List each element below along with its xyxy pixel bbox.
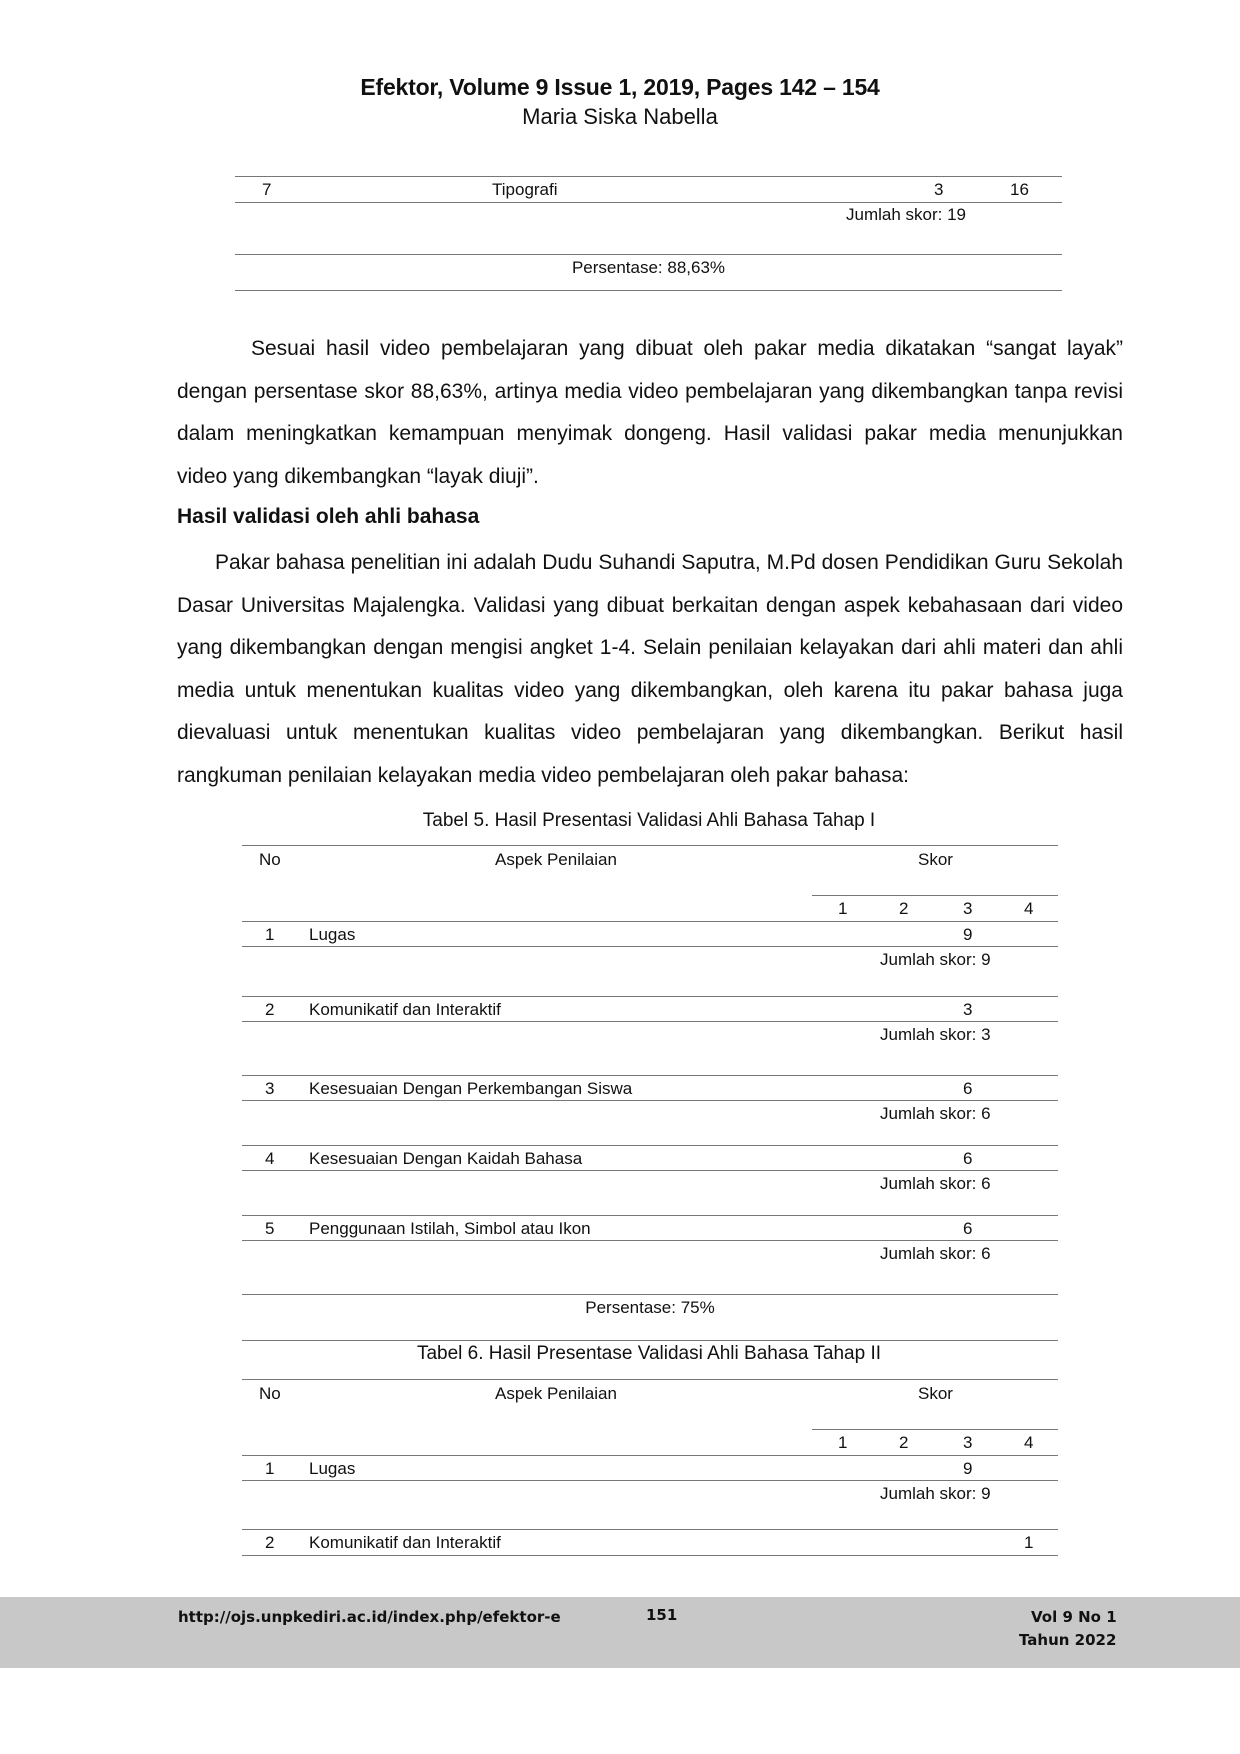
table-row-aspect: Komunikatif dan Interaktif — [309, 1000, 501, 1019]
table-row-score: 9 — [963, 925, 973, 944]
prev-percent: Persentase: 88,63% — [571, 258, 726, 277]
journal-header: Efektor, Volume 9 Issue 1, 2019, Pages 142 – 154 — [360, 74, 880, 100]
prev-row-score: 3 — [934, 180, 944, 199]
author-name: Maria Siska Nabella — [522, 104, 718, 129]
footer-url: http://ojs.unpkediri.ac.id/index.php/efektor-e — [178, 1608, 561, 1626]
table-row-no: 1 — [265, 1459, 275, 1478]
table6-header-aspect: Aspek Penilaian — [495, 1384, 617, 1403]
prev-row-aspect: Tipografi — [492, 180, 558, 199]
table6-header-s3: 3 — [963, 1433, 973, 1452]
table6-header-no: No — [259, 1384, 281, 1403]
table-row-aspect: Lugas — [309, 925, 356, 944]
table-row-score: 6 — [963, 1079, 973, 1098]
table-row-no: 5 — [265, 1219, 275, 1238]
paragraph-1 — [177, 328, 1123, 498]
paragraph-2 — [177, 542, 1123, 797]
table-row-sum: Jumlah skor: 6 — [880, 1244, 991, 1263]
paragraph-1-text: Sesuai hasil video pembelajaran yang dibuat oleh pakar media dikatakan “sangat layak” dengan persentase skor 88,63%, artinya media video pembelajaran yang dikembangkan tanpa revisi dalam meningkatkan kemampuan menyimak dongeng. Hasil validasi pakar media menunjukkan video yang dikembangkan “layak diuji”. — [177, 337, 1123, 488]
table-row-aspect: Kesesuaian Dengan Kaidah Bahasa — [309, 1149, 583, 1168]
table-row-sum: Jumlah skor: 6 — [880, 1174, 991, 1193]
table-row-aspect: Lugas — [309, 1459, 356, 1478]
table-row-score: 1 — [1024, 1533, 1034, 1552]
table-row-sum: Jumlah skor: 3 — [880, 1025, 991, 1044]
table6-caption: Tabel 6. Hasil Presentase Validasi Ahli Bahasa Tahap II — [416, 1343, 882, 1364]
table5-header-s4: 4 — [1024, 899, 1034, 918]
table-row-sum: Jumlah skor: 6 — [880, 1104, 991, 1123]
table-row-score: 9 — [963, 1459, 973, 1478]
table5-header-s1: 1 — [838, 899, 848, 918]
table-row-aspect: Penggunaan Istilah, Simbol atau Ikon — [309, 1219, 591, 1238]
table6-header-s2: 2 — [899, 1433, 909, 1452]
page-number: 151 — [646, 1606, 678, 1624]
table-row-no: 1 — [265, 925, 275, 944]
table5-header-no: No — [259, 850, 281, 869]
table5-header-aspect: Aspek Penilaian — [495, 850, 617, 869]
table5-header-score: Skor — [918, 850, 953, 869]
table6-header-score: Skor — [918, 1384, 953, 1403]
table-row-score: 6 — [963, 1219, 973, 1238]
table-row-no: 3 — [265, 1079, 275, 1098]
footer-volume: Vol 9 No 1 — [1031, 1608, 1117, 1626]
table-row-aspect: Kesesuaian Dengan Perkembangan Siswa — [309, 1079, 633, 1098]
table-row-aspect: Komunikatif dan Interaktif — [309, 1533, 501, 1552]
section-heading: Hasil validasi oleh ahli bahasa — [177, 505, 480, 528]
table-row-score: 3 — [963, 1000, 973, 1019]
table6-header-s1: 1 — [838, 1433, 848, 1452]
table-row-sum: Jumlah skor: 9 — [880, 1484, 991, 1503]
table5-caption: Tabel 5. Hasil Presentasi Validasi Ahli Bahasa Tahap I — [422, 810, 876, 831]
table5-percent: Persentase: 75% — [585, 1298, 715, 1317]
footer-year: Tahun 2022 — [1019, 1631, 1117, 1649]
prev-sum: Jumlah skor: 19 — [846, 205, 966, 224]
page-footer — [0, 1597, 1240, 1668]
prev-row-no: 7 — [262, 180, 272, 199]
table5-header-s2: 2 — [899, 899, 909, 918]
table-row-score: 6 — [963, 1149, 973, 1168]
table6-header-s4: 4 — [1024, 1433, 1034, 1452]
table-row-no: 2 — [265, 1533, 275, 1552]
table-row-sum: Jumlah skor: 9 — [880, 950, 991, 969]
table5-header-s3: 3 — [963, 899, 973, 918]
prev-row-total: 16 — [1010, 180, 1029, 199]
table-row-no: 4 — [265, 1149, 275, 1168]
paragraph-2-text: Pakar bahasa penelitian ini adalah Dudu Suhandi Saputra, M.Pd dosen Pendidikan Guru Sekolah Dasar Universitas Majalengka. Validasi yang dibuat berkaitan dengan aspek kebahasaan dari video yang dikembangkan dengan mengisi angket 1-4. Selain penilaian kelayakan dari ahli materi dan ahli media untuk menentukan kualitas video yang dikembangkan, oleh karena itu pakar bahasa juga dievaluasi untuk menentukan kualitas video pembelajaran yang dikembangkan. Berikut hasil rangkuman penilaian kelayakan media video pembelajaran oleh pakar bahasa: — [177, 551, 1123, 787]
table-row-no: 2 — [265, 1000, 275, 1019]
